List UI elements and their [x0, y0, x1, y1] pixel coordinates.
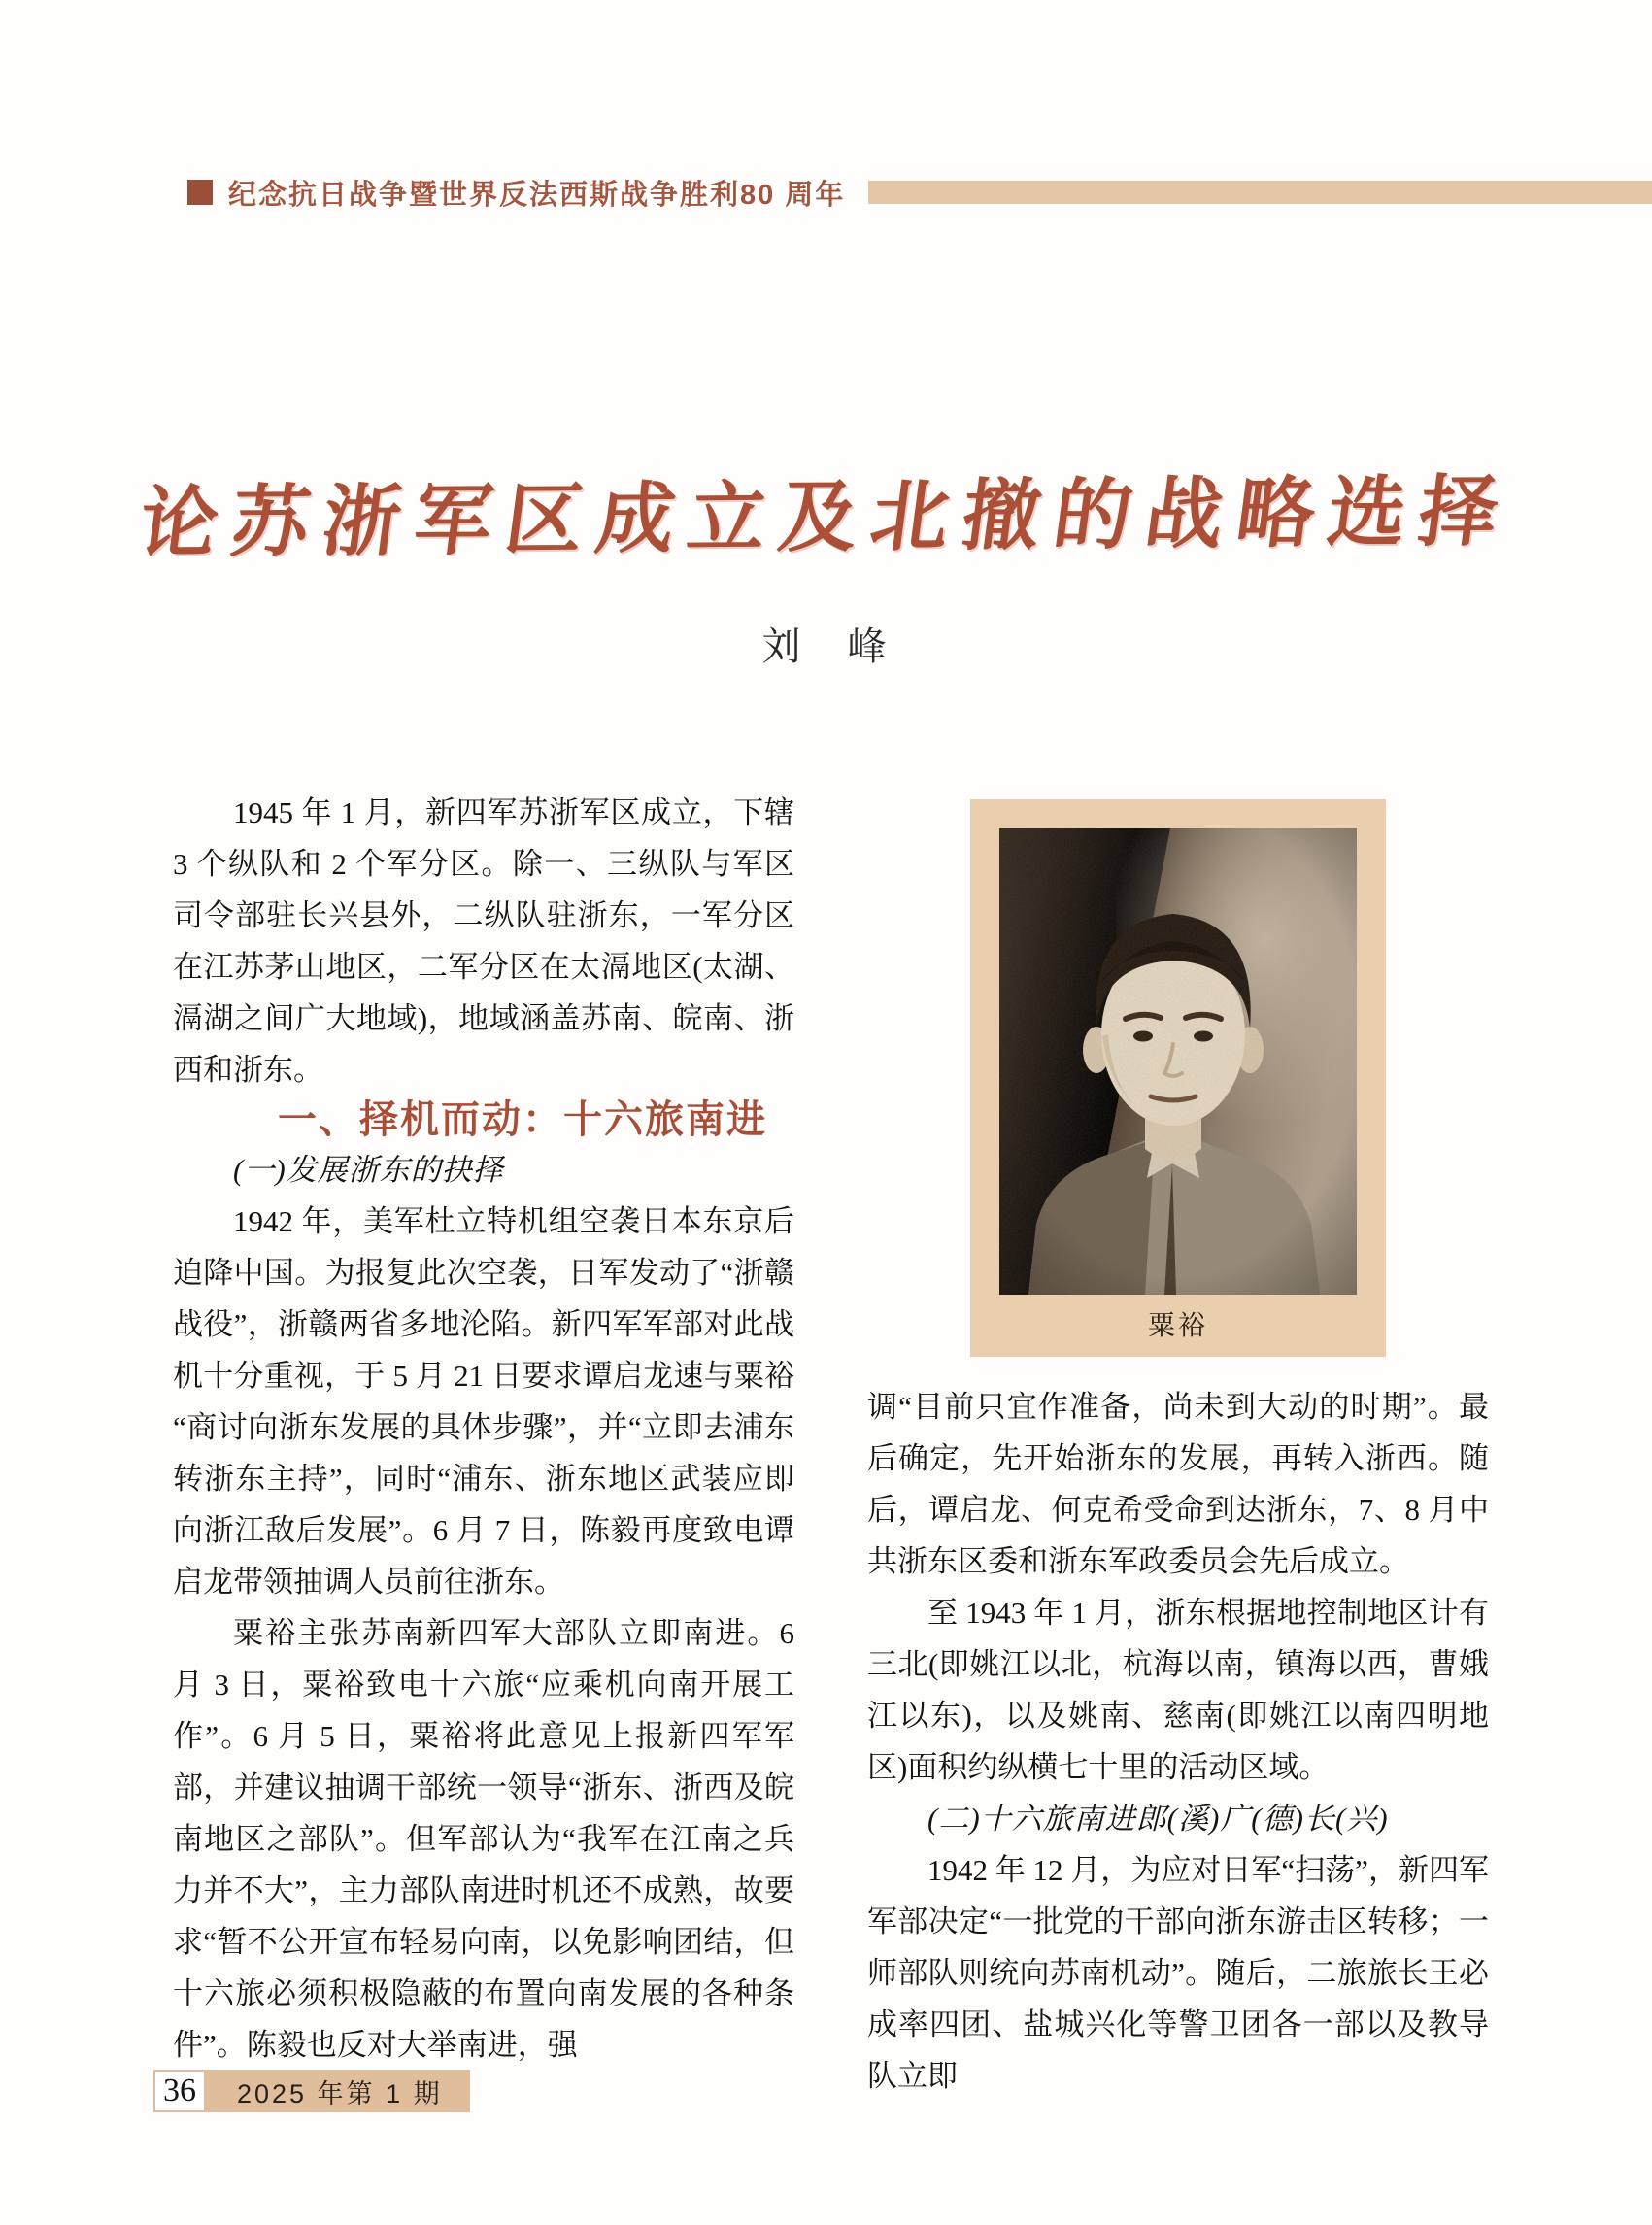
page-header: [187, 178, 1652, 211]
article-body: [173, 787, 1489, 2102]
header-square-marker-icon: [187, 180, 213, 205]
page-footer: [153, 2070, 470, 2112]
photo-caption: 粟裕: [1147, 1310, 1208, 1341]
paragraph: 1942 年 12 月，为应对日军“扫荡”，新四军军部决定“一批党的干部向浙东游击区转移；一师部队则统向苏南机动”。随后，二旅旅长王必成率四团、盐城兴化等警卫团各一部以及教导队立即: [867, 1853, 1489, 2093]
subsection-1-heading: (一)发展浙东的抉择: [233, 1153, 504, 1187]
intro-paragraph: 1945 年 1 月，新四军苏浙军区成立，下辖 3 个纵队和 2 个军分区。除一、三纵队与军区司令部驻长兴县外，二纵队驻浙东，一军分区在江苏茅山地区，二军分区在太滆地区(太湖、滆湖之间广大地域)，地域涵盖苏南、皖南、浙西和浙东。: [173, 795, 794, 1087]
issue-label: 2025 年第 1 期: [206, 2070, 470, 2112]
subsection-2-heading: (二)十六旅南进郎(溪)广(德)长(兴): [927, 1802, 1389, 1836]
header-rule-bar: [868, 181, 1652, 204]
paragraph: 至 1943 年 1 月，浙东根据地控制地区计有三北(即姚江以北，杭海以南，镇海以西，曹娥江以东)，以及姚南、慈南(即姚江以南四明地区)面积约纵横七十里的活动区域。: [867, 1596, 1489, 1784]
paragraph: 1942 年，美军杜立特机组空袭日本东京后迫降中国。为报复此次空袭，日军发动了“浙赣战役”，浙赣两省多地沦陷。新四军军部对此战机十分重视，于 5 月 21 日要求谭启龙速与粟裕“商讨向浙东发展的具体步骤”，并“立即去浦东转浙东主持”，同时“浦东、浙东地区武装应即向浙江敌后发展”。6 月 7 日，陈毅再度致电谭启龙带领抽调人员前往浙东。: [173, 1204, 794, 1599]
paragraph-continuation: 调“目前只宜作准备，尚未到大动的时期”。最后确定，先开始浙东的发展，再转入浙西。随后，谭启龙、何克希受命到达浙东，7、8 月中共浙东区委和浙东军政委员会先后成立。: [867, 1390, 1489, 1578]
header-topic-label: 纪念抗日战争暨世界反法西斯战争胜利80 周年: [228, 179, 846, 211]
article-title: [0, 455, 1652, 566]
paragraph: 粟裕主张苏南新四军大部队立即南进。6 月 3 日，粟裕致电十六旅“应乘机向南开展工作”。6 月 5 日，粟裕将此意见上报新四军军部，并建议抽调干部统一领导“浙东、浙西及皖南地区之部队”。但军部认为“我军在江南之兵力并不大”，主力部队南进时机还不成熟，故要求“暂不公开宣布轻易向南，以免影响团结，但十六旅必须积极隐蔽的布置向南发展的各种条件”。陈毅也反对大举南进，强: [173, 1616, 794, 2062]
portrait-photo-image: [999, 828, 1357, 1295]
section-1-heading: 一、择机而动：十六旅南进: [278, 1098, 767, 1141]
page-number: 36: [153, 2070, 206, 2112]
author-name: 刘 峰: [761, 624, 891, 668]
right-column: [867, 787, 1489, 2102]
portrait-figure: [970, 799, 1386, 1357]
left-column: [173, 787, 794, 2102]
article-title-text: 论苏浙军区成立及北撤的战略选择: [133, 469, 1517, 568]
